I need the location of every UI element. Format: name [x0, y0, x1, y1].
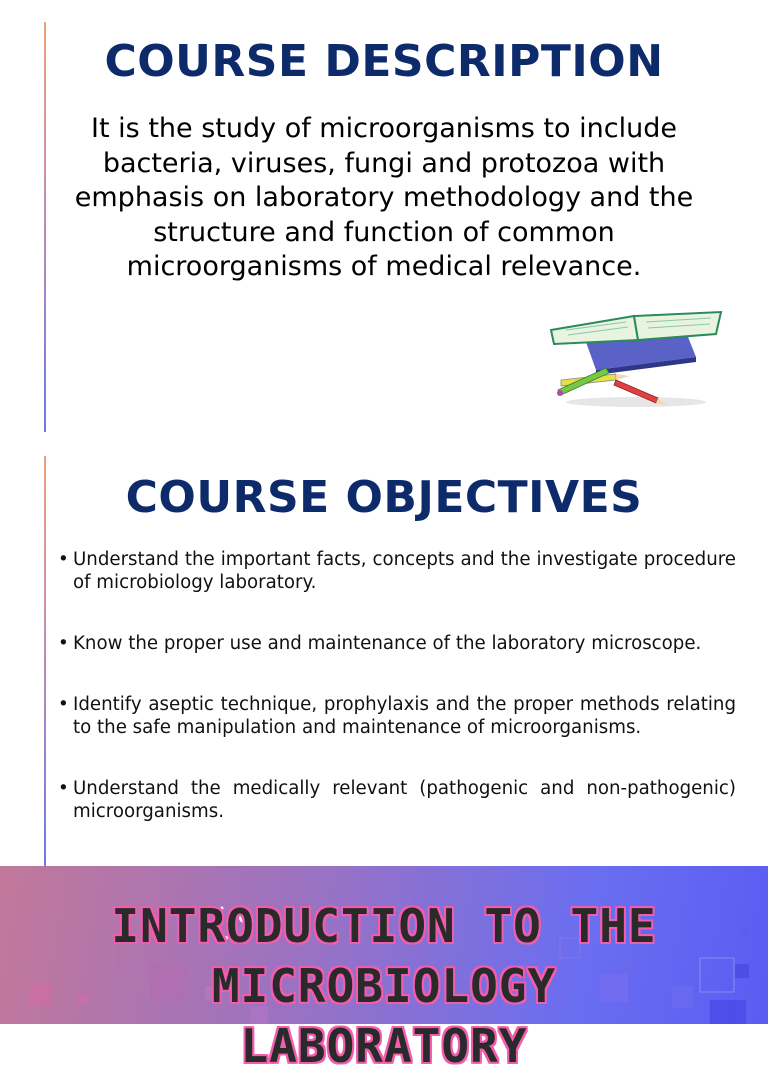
slide-course-objectives [0, 448, 768, 866]
list-item [58, 777, 736, 823]
list-item [58, 632, 736, 655]
course-description-text: It is the study of microorganisms to include bacteria, viruses, fungi and protozoa with emphasis on laboratory methodology and the structure and function of common microorganisms of medical relevance. [74, 113, 694, 282]
objective-text: Identify aseptic technique, prophylaxis and the proper methods relating to the safe manipulation and maintenance of microorganisms. [73, 694, 736, 738]
book-and-pencils-icon [546, 302, 726, 412]
list-item [58, 693, 736, 739]
slide-introduction-banner [0, 866, 768, 1073]
slide-title: COURSE DESCRIPTION [104, 36, 664, 87]
slide-title: COURSE OBJECTIVES [125, 472, 643, 523]
objectives-list [58, 548, 736, 861]
bullet: • [58, 549, 69, 570]
title-line: MICROBIOLOGY [211, 959, 557, 1013]
slide-course-description [0, 0, 768, 440]
objective-text: Know the proper use and maintenance of the laboratory microscope. [73, 633, 702, 654]
list-item [58, 548, 736, 594]
title-line: LABORATORY [240, 1019, 528, 1073]
introduction-title [0, 896, 768, 1076]
title-line: INTRODUCTION TO THE [111, 899, 657, 953]
bullet: • [58, 694, 69, 715]
bullet: • [58, 778, 69, 799]
bullet: • [58, 633, 69, 654]
objective-text: Understand the important facts, concepts and the investigate procedure of microbiology laboratory. [73, 549, 736, 593]
objective-text: Understand the medically relevant (pathogenic and non-pathogenic) microorganisms. [73, 778, 736, 822]
